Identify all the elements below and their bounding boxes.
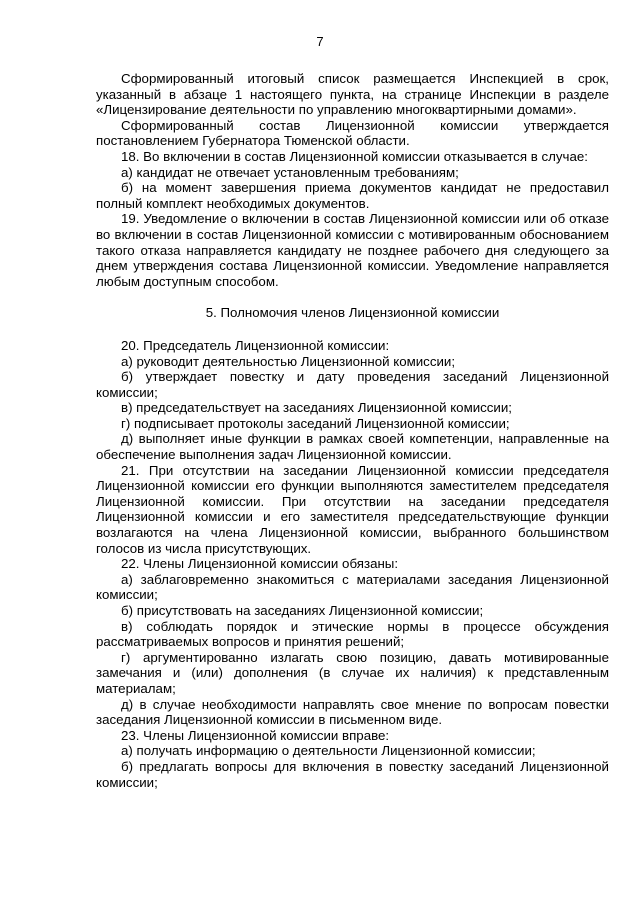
paragraph: а) кандидат не отвечает установленным требованиям; <box>121 164 459 180</box>
page-number: 7 <box>316 34 324 49</box>
paragraph: 23. Члены Лицензионной комиссии вправе: <box>121 727 390 743</box>
paragraph: б) утверждает повестку и дату проведения заседаний Лицензионной комиссии; <box>96 369 609 400</box>
paragraph: а) заблаговременно знакомиться с материалами заседания Лицензионной комиссии; <box>96 571 609 603</box>
paragraph: г) подписывает протоколы заседаний Лицензионной комиссии; <box>121 415 510 431</box>
paragraph: Сформированный состав Лицензионной комиссии утверждается постановлением Губернатора Тюменской области. <box>96 117 609 149</box>
paragraph: 21. При отсутствии на заседании Лицензионной комиссии председателя Лицензионной комиссии его функции выполняются заместителем председателя Лицензионной комиссии. При отсутствии на заседании председателя Лицензионной комиссии и его заместителя председательствующие функции возлагаются на члена Лицензионной комиссии, выбранного большинством голосов из числа присутствующих. <box>96 462 609 556</box>
paragraph: в) соблюдать порядок и этические нормы в процессе обсуждения рассматриваемых вопросов и принятия решений; <box>96 618 609 650</box>
paragraph: 20. Председатель Лицензионной комиссии: <box>121 337 390 353</box>
paragraph: 19. Уведомление о включении в состав Лицензионной комиссии или об отказе во включении в состав Лицензионной комиссии с мотивированным обоснованием такого отказа направляется кандидату не позднее рабочего дня следующего за днем утверждения состава Лицензионной комиссии. Уведомление направляется любым доступным способом. <box>96 211 609 289</box>
paragraph: д) выполняет иные функции в рамках своей компетенции, направленные на обеспечение выполнения задач Лицензионной комиссии. <box>96 431 609 463</box>
paragraph: д) в случае необходимости направлять свое мнение по вопросам повестки заседания Лицензионной комиссии в письменном виде. <box>96 696 609 728</box>
paragraph: Сформированный итоговый список размещается Инспекцией в срок, указанный в абзаце 1 настоящего пункта, на странице Инспекции в разделе «Лицензирование деятельности по управлению многоквартирными домами». <box>96 71 609 118</box>
paragraph: в) председательствует на заседаниях Лицензионной комиссии; <box>121 400 512 416</box>
paragraph: 18. Во включении в состав Лицензионной комиссии отказывается в случае: <box>121 148 588 164</box>
paragraph: а) получать информацию о деятельности Лицензионной комиссии; <box>121 743 536 759</box>
paragraph: а) руководит деятельностью Лицензионной комиссии; <box>121 353 456 369</box>
paragraph: 22. Члены Лицензионной комиссии обязаны: <box>121 556 399 572</box>
paragraph: б) на момент завершения приема документов кандидат не предоставил полный комплект необходимых документов. <box>96 180 609 211</box>
document-body <box>96 71 609 790</box>
paragraph: г) аргументированно излагать свою позицию, давать мотивированные замечания и (или) дополнения (в случае их наличия) к представленным материалам; <box>96 649 609 696</box>
paragraph: б) предлагать вопросы для включения в повестку заседаний Лицензионной комиссии; <box>96 758 609 790</box>
paragraph: б) присутствовать на заседаниях Лицензионной комиссии; <box>121 603 484 618</box>
section-heading: 5. Полномочия членов Лицензионной комиссии <box>205 305 500 321</box>
